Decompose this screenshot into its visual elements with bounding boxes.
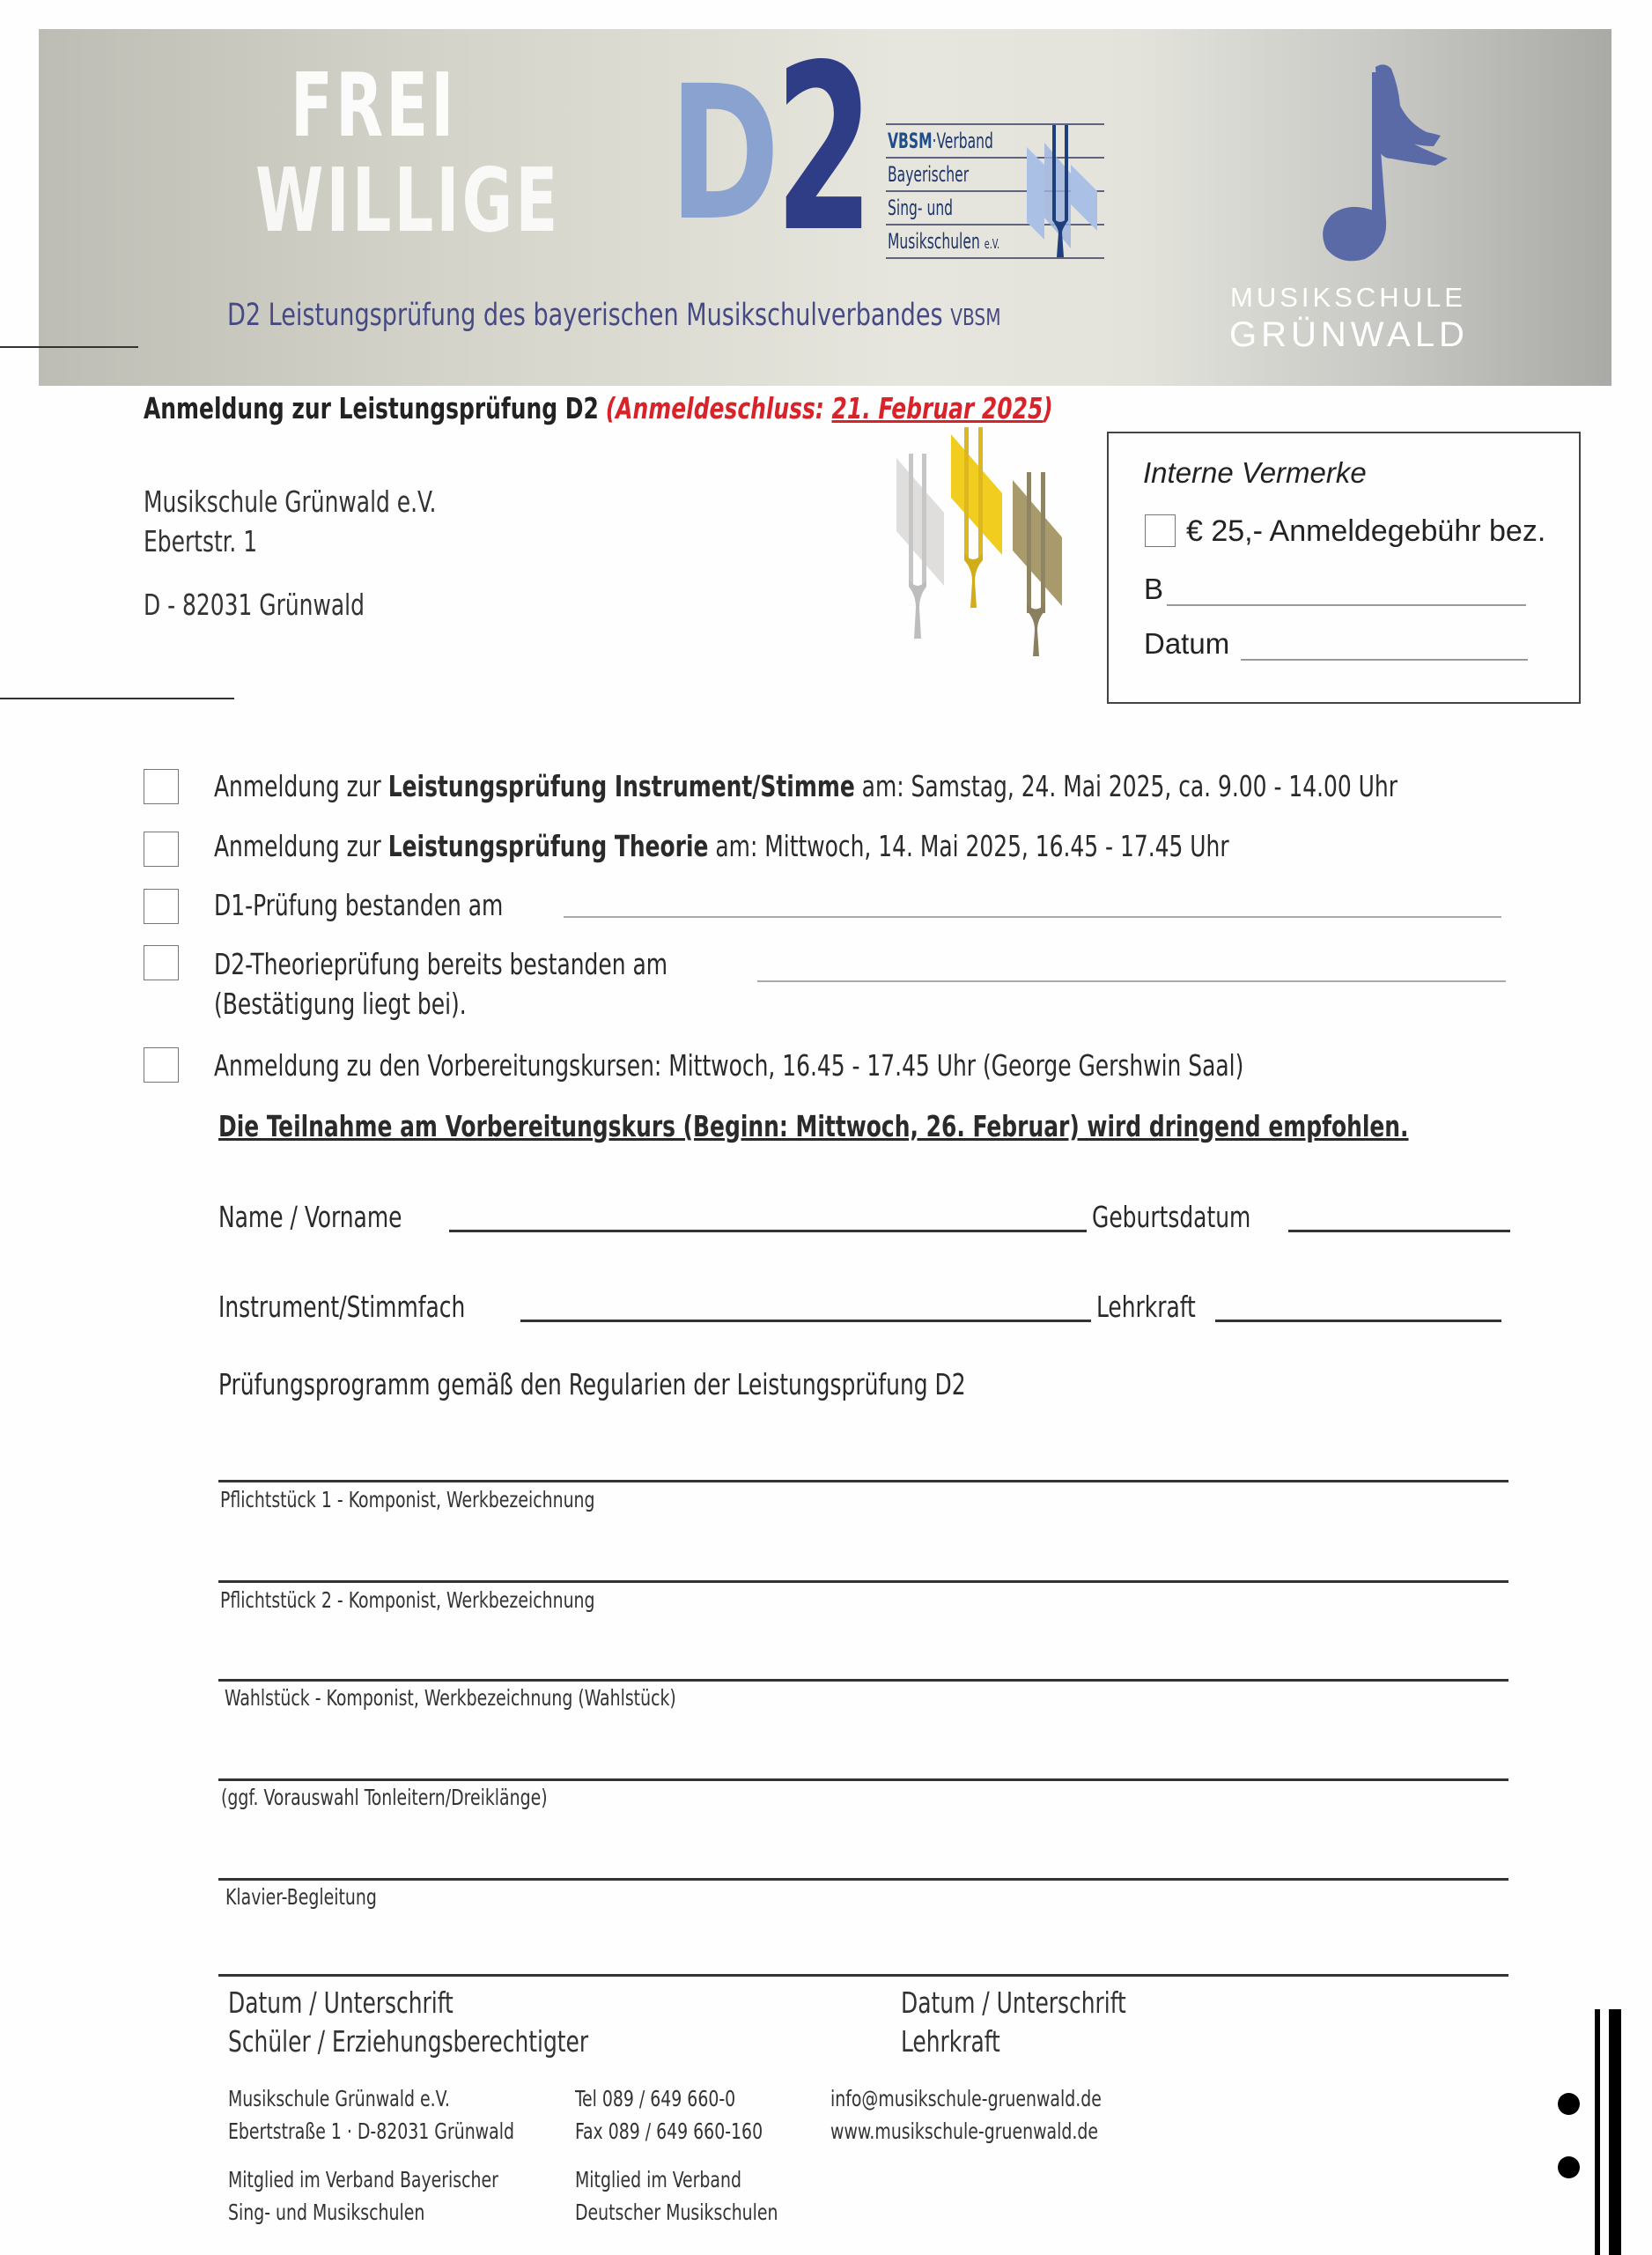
b-label: B (1144, 573, 1164, 605)
program-heading: Prüfungsprogramm gemäß den Regularien der Leistungsprüfung D2 (218, 1367, 966, 1401)
vbsm-logo-line3: Sing- und (888, 196, 954, 220)
repeat-sign-thin-bar (1595, 2009, 1600, 2255)
school-logo-line1: MUSIKSCHULE (1230, 282, 1466, 313)
instrument-field[interactable] (520, 1320, 1091, 1322)
option-bold: Leistungsprüfung Instrument/Stimme (387, 769, 855, 803)
internal-notes-box (1107, 432, 1581, 704)
fee-paid-label: € 25,- Anmeldegebühr bez. (1186, 514, 1546, 548)
option-text: Anmeldung zur (214, 829, 388, 863)
tuning-forks-illustration-icon (889, 423, 1083, 661)
fold-mark-top (0, 346, 138, 348)
option-checkbox-prep-course[interactable] (144, 1047, 179, 1083)
option-checkbox-d1[interactable] (144, 889, 179, 924)
student-signature-label-1: Datum / Unterschrift (228, 1985, 454, 2020)
option-text: Anmeldung zur (214, 769, 388, 803)
program-label-3: Wahlstück - Komponist, Werkbezeichnung (Wahlstück) (225, 1685, 676, 1711)
footer-phone: Tel 089 / 649 660-0 (575, 2086, 736, 2111)
instrument-label: Instrument/Stimmfach (218, 1290, 466, 1324)
banner-d2-letter-2: 2 (775, 17, 874, 283)
address-line2: Ebertstr. 1 (144, 524, 258, 558)
option-instrument (214, 769, 1398, 803)
footer-email-link[interactable]: info@musikschule-gruenwald.de (830, 2086, 1102, 2111)
deadline-suffix: ) (1043, 391, 1053, 425)
teacher-signature-label-1: Datum / Unterschrift (901, 1985, 1126, 2020)
deadline-prefix: (Anmeldeschluss: (605, 391, 832, 425)
option-checkbox-d2-theory[interactable] (144, 945, 179, 980)
d1-date-field[interactable] (564, 916, 1501, 918)
banner-freiwillige-line1: FREI (291, 54, 457, 157)
option-checkbox-instrument[interactable] (144, 769, 179, 804)
option-bold: Leistungsprüfung Theorie (387, 829, 709, 863)
repeat-dot-icon (1558, 2156, 1580, 2178)
footer-school-address: Ebertstraße 1 · D-82031 Grünwald (228, 2118, 514, 2144)
program-field-1[interactable] (218, 1480, 1508, 1482)
datum-field[interactable] (1241, 659, 1528, 661)
form-title (144, 391, 1053, 425)
internal-notes-title: Interne Vermerke (1143, 456, 1367, 489)
program-label-5: Klavier-Begleitung (225, 1884, 377, 1910)
d2-theory-date-field[interactable] (757, 980, 1506, 982)
program-field-2[interactable] (218, 1580, 1508, 1583)
footer-school-name: Musikschule Grünwald e.V. (228, 2086, 450, 2111)
vbsm-logo-line2: Bayerischer (888, 162, 970, 187)
footer-member-vdm-1: Mitglied im Verband (575, 2167, 741, 2192)
address-line1: Musikschule Grünwald e.V. (144, 484, 437, 519)
option-theory (214, 829, 1229, 863)
program-field-4[interactable] (218, 1778, 1508, 1781)
datum-label: Datum (1144, 627, 1230, 660)
deadline (606, 391, 1053, 425)
option-d2-theory: D2-Theorieprüfung bereits bestanden am (214, 947, 668, 981)
banner-d2-letter-d: D (669, 46, 780, 262)
program-label-1: Pflichtstück 1 - Komponist, Werkbezeichnung (220, 1487, 595, 1512)
option-d1: D1-Prüfung bestanden am (214, 888, 504, 922)
vbsm-logo-bold: VBSM (888, 129, 933, 153)
teacher-field[interactable] (1215, 1320, 1501, 1322)
footer-fax: Fax 089 / 649 660-160 (575, 2118, 763, 2144)
name-label: Name / Vorname (218, 1200, 402, 1234)
banner-subtitle (227, 298, 1001, 333)
program-field-3[interactable] (218, 1679, 1508, 1682)
option-checkbox-theory[interactable] (144, 832, 179, 867)
teacher-label: Lehrkraft (1096, 1290, 1196, 1324)
option-prep-course: Anmeldung zu den Vorbereitungskursen: Mittwoch, 16.45 - 17.45 Uhr (George Gershwin Saal) (214, 1048, 1244, 1083)
option-text: am: Samstag, 24. Mai 2025, ca. 9.00 - 14.00 Uhr (854, 769, 1398, 803)
footer-member-vdm-2: Deutscher Musikschulen (575, 2200, 778, 2225)
name-field[interactable] (449, 1230, 1087, 1232)
birthdate-label: Geburtsdatum (1092, 1200, 1251, 1234)
music-note-logo-icon (1303, 62, 1453, 273)
footer-member-vbsm-2: Sing- und Musikschulen (228, 2200, 425, 2225)
deadline-date: 21. Februar 2025 (831, 391, 1044, 425)
program-label-2: Pflichtstück 2 - Komponist, Werkbezeichnung (220, 1587, 595, 1613)
vbsm-logo (886, 123, 1104, 257)
recommendation: Die Teilnahme am Vorbereitungskurs (Beginn: Mittwoch, 26. Februar) wird dringend empfohlen. (218, 1109, 1409, 1143)
option-text: am: Mittwoch, 14. Mai 2025, 16.45 - 17.45 Uhr (708, 829, 1229, 863)
fold-mark-middle (0, 698, 234, 699)
tuning-fork-icon (1009, 125, 1106, 257)
footer-member-vbsm-1: Mitglied im Verband Bayerischer (228, 2167, 498, 2192)
signature-line[interactable] (218, 1974, 1508, 1977)
repeat-sign-thick-bar (1609, 2009, 1621, 2255)
banner-subtitle-vbsm: VBSM (950, 305, 1001, 331)
fee-paid-checkbox[interactable] (1145, 514, 1176, 547)
vbsm-logo-line4: Musikschulen (888, 229, 980, 254)
footer-website-link[interactable]: www.musikschule-gruenwald.de (830, 2118, 1098, 2144)
vbsm-logo-ev: e.V. (984, 236, 1000, 252)
vbsm-logo-verband: ·Verband (932, 129, 993, 153)
option-d2-theory-note: (Bestätigung liegt bei). (214, 987, 467, 1021)
address-line3: D - 82031 Grünwald (144, 588, 365, 622)
banner-subtitle-text: D2 Leistungsprüfung des bayerischen Musikschulverbandes (227, 298, 943, 333)
program-label-4: (ggf. Vorauswahl Tonleitern/Dreiklänge) (221, 1785, 548, 1810)
banner-freiwillige-line2: WILLIGE (255, 149, 561, 252)
program-field-5[interactable] (218, 1878, 1508, 1881)
school-logo-line2: GRÜNWALD (1229, 315, 1469, 354)
teacher-signature-label-2: Lehrkraft (901, 2024, 1000, 2059)
form-title-text: Anmeldung zur Leistungsprüfung D2 (144, 391, 599, 425)
student-signature-label-2: Schüler / Erziehungsberechtigter (228, 2024, 589, 2059)
repeat-dot-icon (1558, 2093, 1580, 2115)
b-field[interactable] (1167, 604, 1526, 606)
birthdate-field[interactable] (1288, 1230, 1510, 1232)
